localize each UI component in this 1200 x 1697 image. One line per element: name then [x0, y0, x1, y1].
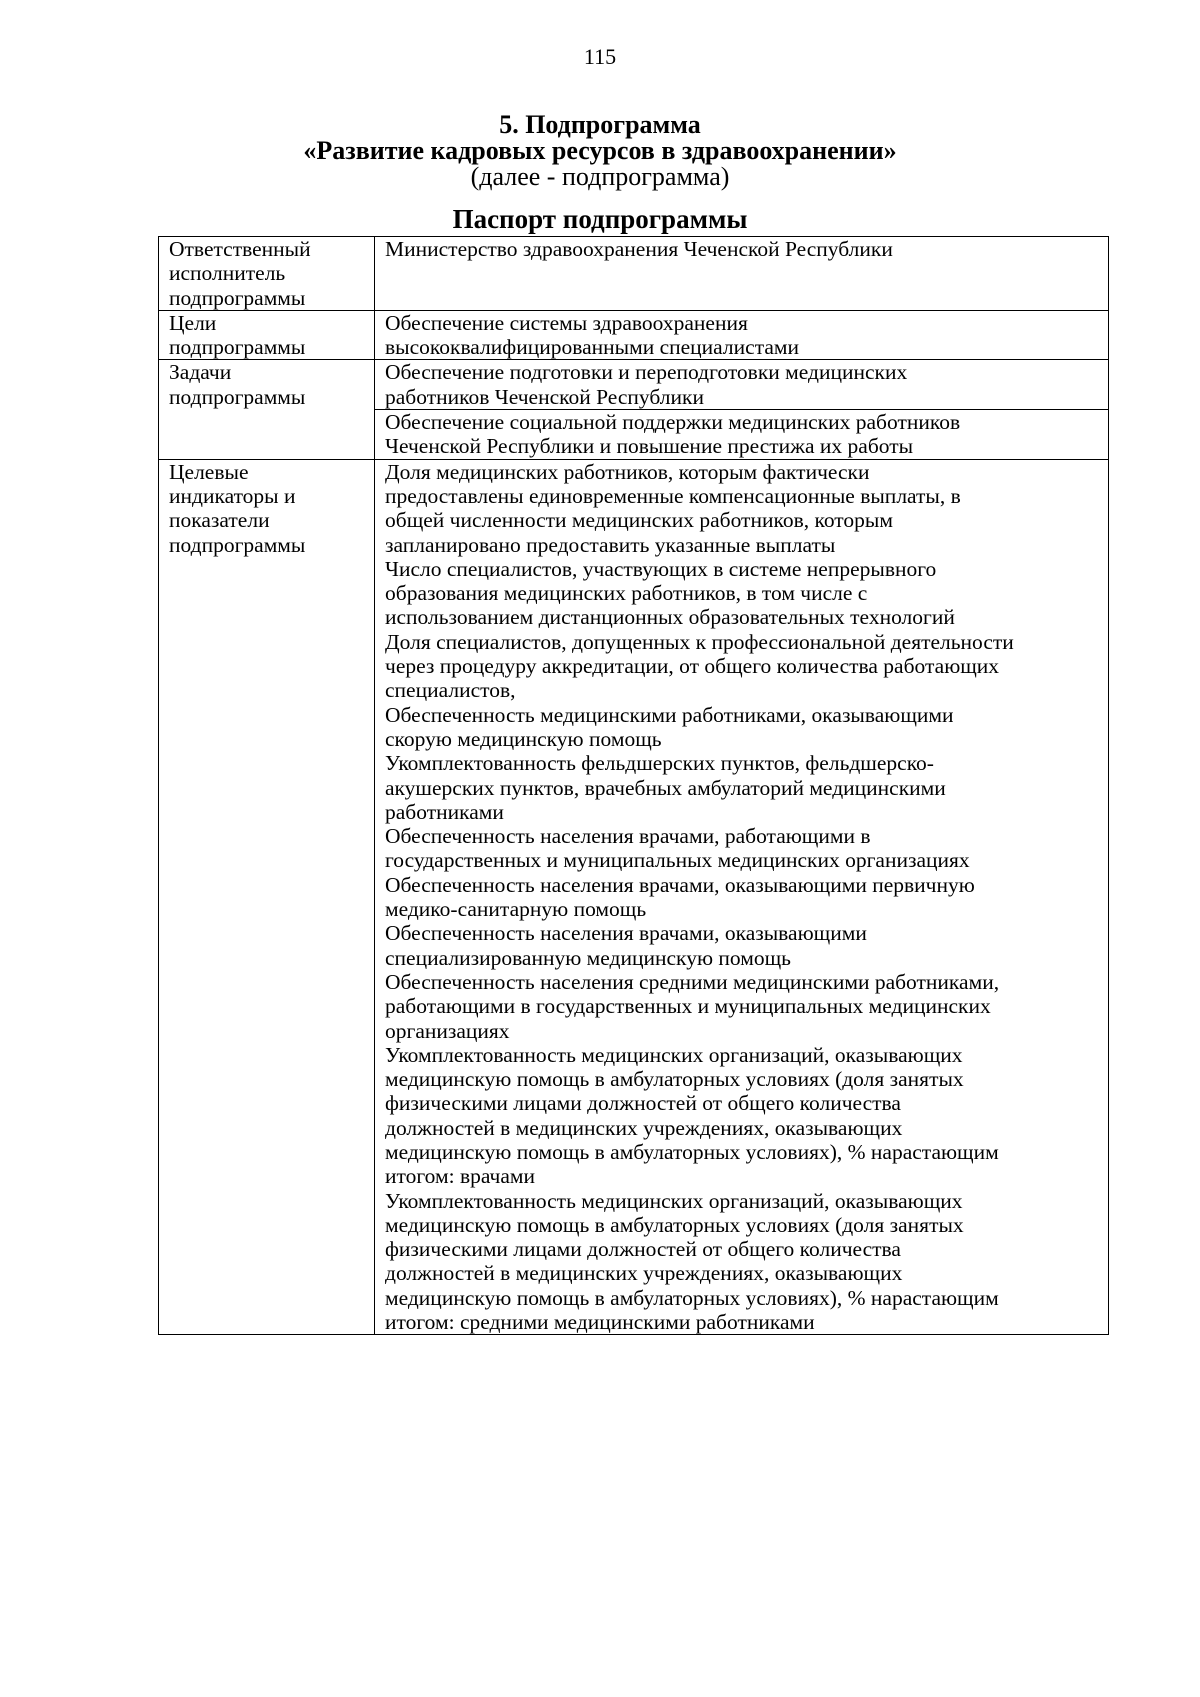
indicator-line: акушерских пунктов, врачебных амбулаторий медицинскими [385, 775, 946, 800]
value-line: работников Чеченской Республики [385, 384, 704, 409]
label-cell-indicators [159, 459, 375, 1335]
indicator-line: работниками [385, 799, 504, 824]
label-line: подпрограммы [169, 532, 306, 557]
indicator-line: должностей в медицинских учреждениях, оказывающих [385, 1261, 903, 1286]
indicator-line: Обеспеченность населения врачами, оказывающими [385, 921, 867, 946]
indicator-line: государственных и муниципальных медицинских организациях [385, 848, 970, 873]
indicator-line: через процедуру аккредитации, от общего количества работающих [385, 654, 1000, 679]
indicator-line: общей численности медицинских работников, которым [385, 508, 893, 533]
label-line: Задачи [169, 360, 232, 385]
indicator-line: медико-санитарную помощь [385, 897, 647, 922]
label-line: подпрограммы [169, 384, 306, 409]
indicator-line: медицинскую помощь в амбулаторных условиях (доля занятых [385, 1067, 964, 1092]
value-line: Чеченской Республики и повышение престижа их работы [385, 434, 914, 459]
indicator-line: медицинскую помощь в амбулаторных условиях), % нарастающим [385, 1139, 999, 1164]
passport-title: Паспорт подпрограммы [452, 204, 748, 234]
label-line: исполнитель [169, 261, 286, 286]
value-line: Обеспечение подготовки и переподготовки медицинских [385, 360, 908, 385]
label-cell-goals [159, 310, 375, 360]
indicator-line: Обеспеченность медицинскими работниками, оказывающими [385, 702, 954, 727]
indicator-line: итогом: врачами [385, 1164, 535, 1189]
document-heading [0, 112, 1200, 234]
subprogram-abbreviation-note: (далее - подпрограмма) [470, 162, 730, 191]
indicator-line: Обеспеченность населения врачами, оказывающими первичную [385, 872, 975, 897]
label-line: Ответственный [169, 237, 311, 261]
indicator-line: физическими лицами должностей от общего количества [385, 1237, 901, 1262]
indicator-line: образования медицинских работников, в том числе с [385, 581, 868, 606]
indicator-line: организациях [385, 1018, 510, 1043]
subprogram-number-title: 5. Подпрограмма [499, 110, 701, 139]
indicator-line: медицинскую помощь в амбулаторных условиях), % нарастающим [385, 1285, 999, 1310]
label-line: Цели [169, 310, 217, 335]
indicator-line: медицинскую помощь в амбулаторных условиях (доля занятых [385, 1212, 964, 1237]
page-number: 115 [583, 44, 617, 69]
value-line: Министерство здравоохранения Чеченской Республики [385, 237, 893, 261]
indicator-line: Обеспеченность населения врачами, работающими в [385, 824, 871, 849]
indicator-line: специализированную медицинскую помощь [385, 945, 791, 970]
indicator-line: Число специалистов, участвующих в системе непрерывного [385, 556, 937, 581]
indicator-line: итогом: средними медицинскими работниками [385, 1310, 815, 1335]
indicator-line: Укомплектованность фельдшерских пунктов, фельдшерско- [385, 751, 934, 776]
value-cell-indicators [375, 459, 1109, 1335]
label-line: Целевые [169, 459, 249, 484]
subprogram-name-title: «Развитие кадровых ресурсов в здравоохранении» [303, 136, 897, 165]
indicator-line: Доля медицинских работников, которым фактически [385, 459, 870, 484]
indicator-line: использованием дистанционных образовательных технологий [385, 605, 955, 630]
value-cell-responsible [375, 237, 1109, 311]
value-cell-task-2 [375, 410, 1109, 460]
table-row-goals [159, 310, 1109, 360]
passport-table [158, 236, 1109, 1335]
table-row-indicators [159, 459, 1109, 1335]
indicator-line: физическими лицами должностей от общего количества [385, 1091, 901, 1116]
indicator-line: предоставлены единовременные компенсационные выплаты, в [385, 483, 961, 508]
indicator-line: работающими в государственных и муниципальных медицинских [385, 994, 991, 1019]
label-line: подпрограммы [169, 285, 306, 310]
indicator-line: запланировано предоставить указанные выплаты [385, 532, 836, 557]
value-line: высококвалифицированными специалистами [385, 335, 800, 360]
label-line: индикаторы и [169, 483, 296, 508]
label-cell-responsible [159, 237, 375, 311]
indicator-line: Укомплектованность медицинских организаций, оказывающих [385, 1042, 963, 1067]
indicator-line: должностей в медицинских учреждениях, оказывающих [385, 1115, 903, 1140]
label-line: показатели [169, 508, 270, 533]
value-line: Обеспечение социальной поддержки медицинских работников [385, 410, 961, 435]
indicator-line: Укомплектованность медицинских организаций, оказывающих [385, 1188, 963, 1213]
table-row-tasks-1 [159, 360, 1109, 410]
value-cell-goals [375, 310, 1109, 360]
value-cell-task-1 [375, 360, 1109, 410]
table-row-responsible [159, 237, 1109, 311]
value-line: Обеспечение системы здравоохранения [385, 310, 748, 335]
label-cell-tasks [159, 360, 375, 459]
indicator-line: Доля специалистов, допущенных к профессиональной деятельности [385, 629, 1014, 654]
indicator-line: скорую медицинскую помощь [385, 726, 662, 751]
indicator-line: Обеспеченность населения средними медицинскими работниками, [385, 969, 1000, 994]
label-line: подпрограммы [169, 335, 306, 360]
indicator-line: специалистов, [385, 678, 516, 703]
